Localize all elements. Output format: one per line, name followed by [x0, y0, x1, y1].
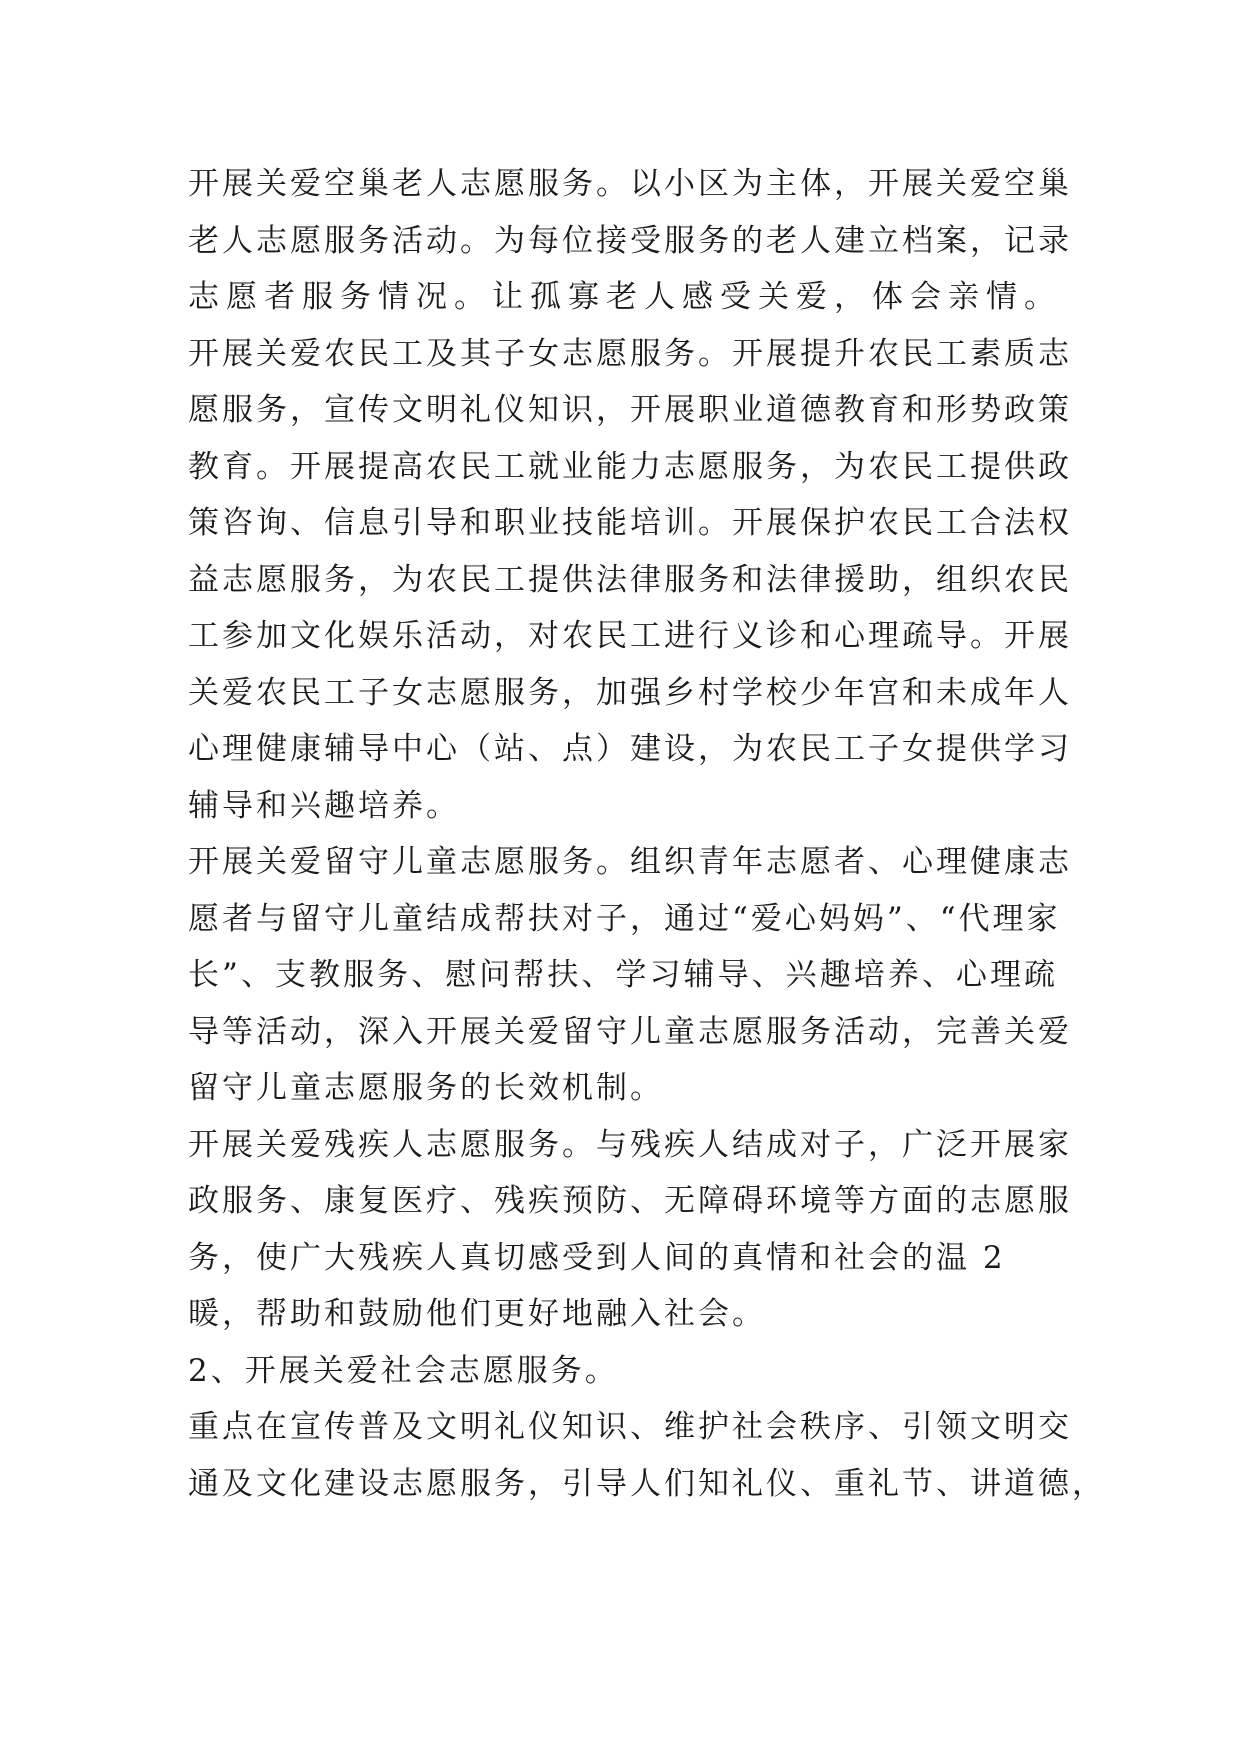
text-line: 愿服务，宣传文明礼仪知识，开展职业道德教育和形势政策 — [188, 392, 1072, 428]
text-line: 教育。开展提高农民工就业能力志愿服务，为农民工提供政 — [188, 448, 1072, 485]
text-line: 老人志愿服务活动。为每位接受服务的老人建立档案，记录 — [188, 222, 1072, 259]
text-line: 工参加文化娱乐活动，对农民工进行义诊和心理疏导。开展 — [188, 618, 1072, 654]
text-line: 务，使广大残疾人真切感受到人间的真情和社会的温 2 — [188, 1239, 1006, 1276]
text-line: 愿者与留守儿童结成帮扶对子，通过“爱心妈妈”、“代理家 — [188, 900, 1061, 937]
text-line: 开展关爱农民工及其子女志愿服务。开展提升农民工素质志 — [188, 335, 1072, 372]
text-line: 益志愿服务，为农民工提供法律服务和法律援助，组织农民 — [188, 561, 1072, 598]
text-line: 开展关爱空巢老人志愿服务。以小区为主体，开展关爱空巢 — [188, 166, 1072, 202]
text-line: 开展关爱留守儿童志愿服务。组织青年志愿者、心理健康志 — [188, 844, 1072, 880]
document-page — [188, 156, 1106, 1512]
text-line: 开展关爱残疾人志愿服务。与残疾人结成对子，广泛开展家 — [188, 1126, 1072, 1163]
text-line: 长”、支教服务、慰问帮扶、学习辅导、兴趣培养、心理疏 — [188, 957, 1058, 993]
text-line: 志愿者服务情况。让孤寡老人感受关爱，体会亲情。 — [188, 279, 1058, 315]
text-line: 心理健康辅导中心（站、点）建设，为农民工子女提供学习 — [188, 731, 1072, 767]
text-line: 关爱农民工子女志愿服务，加强乡村学校少年宫和未成年人 — [188, 674, 1072, 711]
section-heading: 2、开展关爱社会志愿服务。 — [188, 1352, 619, 1389]
text-line: 暖，帮助和鼓励他们更好地融入社会。 — [188, 1296, 766, 1332]
text-line: 留守儿童志愿服务的长效机制。 — [188, 1070, 664, 1106]
text-line: 重点在宣传普及文明礼仪知识、维护社会秩序、引领文明交 — [188, 1409, 1072, 1445]
text-line: 策咨询、信息引导和职业技能培训。开展保护农民工合法权 — [188, 505, 1072, 541]
text-line: 导等活动，深入开展关爱留守儿童志愿服务活动，完善关爱 — [188, 1013, 1072, 1050]
text-line: 通及文化建设志愿服务，引导人们知礼仪、重礼节、讲道德， — [188, 1465, 1106, 1502]
text-line: 政服务、康复医疗、残疾预防、无障碍环境等方面的志愿服 — [188, 1183, 1072, 1219]
text-line: 辅导和兴趣培养。 — [188, 787, 460, 824]
